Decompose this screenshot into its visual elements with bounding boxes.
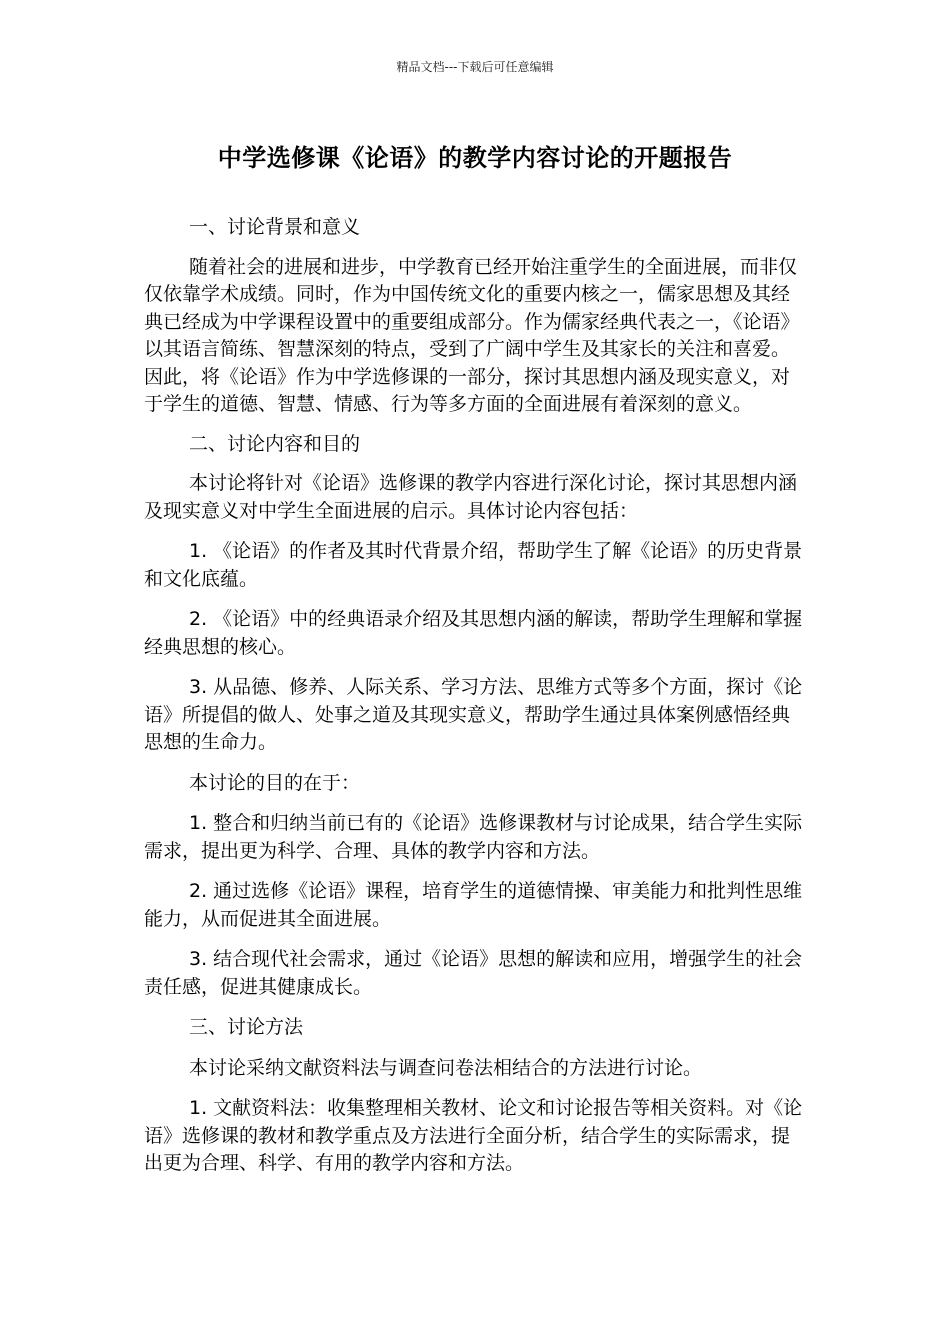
- paragraph-content-intro: 本讨论将针对《论语》选修课的教学内容进行深化讨论，探讨其思想内涵及现实意义对中学生全面进展的启示。具体讨论内容包括：: [144, 472, 798, 522]
- section-heading-method: 三、讨论方法: [189, 1016, 304, 1038]
- list-item-purpose-3: 3. 结合现代社会需求，通过《论语》思想的解读和应用，增强学生的社会责任感，促进其健康成长。: [144, 948, 803, 998]
- list-item-content-2: 2. 《论语》中的经典语录介绍及其思想内涵的解读，帮助学生理解和掌握经典思想的核心。: [144, 608, 803, 658]
- list-item-method-1: 1. 文献资料法：收集整理相关教材、论文和讨论报告等相关资料。对《论语》选修课的教材和教学重点及方法进行全面分析，结合学生的实际需求，提出更为合理、科学、有用的教学内容和方法。: [144, 1097, 803, 1174]
- list-item-content-3: 3. 从品德、修养、人际关系、学习方法、思维方式等多个方面，探讨《论语》所提倡的做人、处事之道及其现实意义，帮助学生通过具体案例感悟经典思想的生命力。: [144, 676, 803, 753]
- section-heading-background: 一、讨论背景和意义: [189, 216, 361, 238]
- section-heading-content: 二、讨论内容和目的: [189, 432, 361, 455]
- paragraph-purpose-intro: 本讨论的目的在于：: [189, 771, 361, 794]
- list-item-purpose-2: 2. 通过选修《论语》课程，培育学生的道德情操、审美能力和批判性思维能力，从而促进其全面进展。: [144, 880, 803, 930]
- document-title: 中学选修课《论语》的教学内容讨论的开题报告: [217, 144, 733, 172]
- list-item-content-1: 1. 《论语》的作者及其时代背景介绍，帮助学生了解《论语》的历史背景和文化底蕴。: [144, 540, 803, 590]
- paragraph-method-intro: 本讨论采纳文献资料法与调查问卷法相结合的方法进行讨论。: [189, 1056, 703, 1079]
- paragraph-background: 随着社会的进展和进步，中学教育已经开始注重学生的全面进展，而非仅仅依靠学术成绩。同时，作为中国传统文化的重要内核之一，儒家思想及其经典已经成为中学课程设置中的重要组成部分。作为儒家经典代表之一，《论语》以其语言简练、智慧深刻的特点，受到了广阔中学生及其家长的关注和喜爱。因此，将《论语》作为中学选修课的一部分，探讨其思想内涵及现实意义，对于学生的道德、智慧、情感、行为等多方面的全面进展有着深刻的意义。: [144, 255, 800, 415]
- document-body: [144, 214, 804, 1178]
- list-item-purpose-1: 1. 整合和归纳当前已有的《论语》选修课教材与讨论成果，结合学生实际需求，提出更为科学、合理、具体的教学内容和方法。: [144, 812, 803, 862]
- page-header: 精品文档---下载后可任意编辑: [396, 60, 554, 74]
